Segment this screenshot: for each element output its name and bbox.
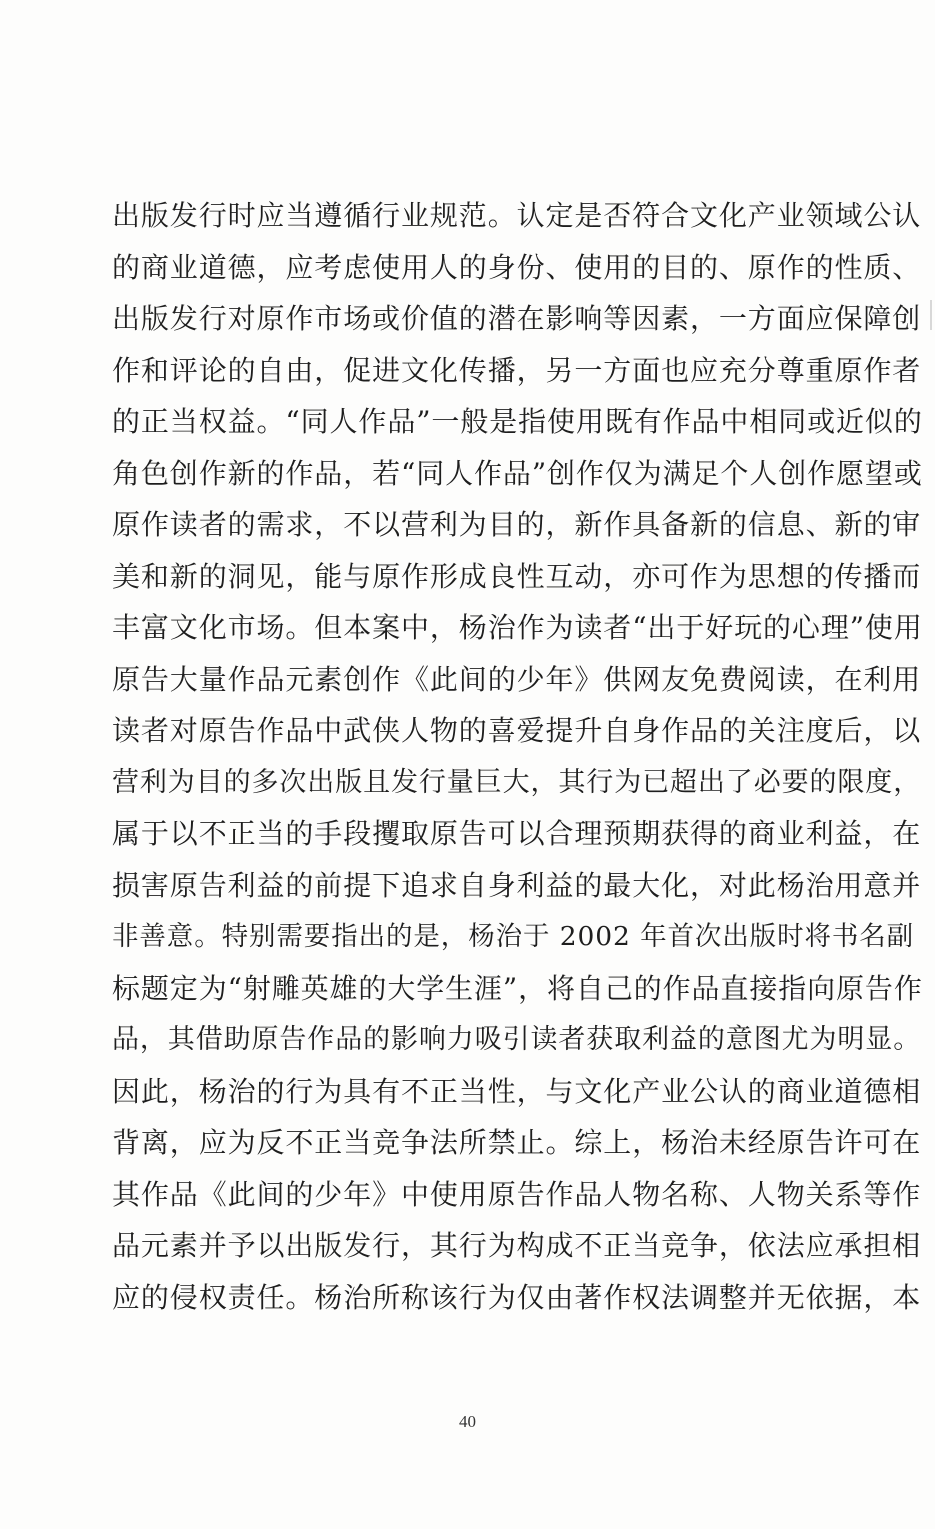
text-line-2: 的商业道德，应考虑使用人的身份、使用的目的、原作的性质、 <box>112 250 922 284</box>
text-line-3: 出版发行对原作市场或价值的潜在影响等因素，一方面应保障创 <box>112 302 922 335</box>
text-line-17: 品，其借助原告作品的影响力吸引读者获取利益的意图尤为明显。 <box>112 1024 922 1055</box>
text-line-10: 原告大量作品元素创作《此间的少年》供网友免费阅读，在利用 <box>112 662 922 696</box>
text-line-15: 非善意。特别需要指出的是，杨治于 2002 年首次出版时将书名副 <box>112 921 915 952</box>
text-line-19: 背离，应为反不正当竞争法所禁止。综上，杨治未经原告许可在 <box>112 1126 922 1159</box>
text-line-1: 出版发行时应当遵循行业规范。认定是否符合文化产业领域公认 <box>112 199 922 232</box>
body-paragraph <box>112 190 924 1323</box>
text-line-14: 损害原告利益的前提下追求自身利益的最大化，对此杨治用意并 <box>112 868 922 902</box>
text-line-6: 角色创作新的作品，若“同人作品”创作仅为满足个人创作愿望或 <box>112 456 923 490</box>
text-line-18: 因此，杨治的行为具有不正当性，与文化产业公认的商业道德相 <box>112 1074 922 1108</box>
text-line-9: 丰富文化市场。但本案中，杨治作为读者“出于好玩的心理”使用 <box>112 611 923 644</box>
text-line-16: 标题定为“射雕英雄的大学生涯”，将自己的作品直接指向原告作 <box>112 971 923 1005</box>
scan-edge-mark <box>930 300 932 330</box>
text-line-5: 的正当权益。“同人作品”一般是指使用既有作品中相同或近似的 <box>112 405 923 438</box>
text-line-20: 其作品《此间的少年》中使用原告作品人物名称、人物关系等作 <box>112 1177 922 1211</box>
page-number: 40 <box>459 1412 476 1431</box>
text-line-11: 读者对原告作品中武侠人物的喜爱提升自身作品的关注度后，以 <box>112 714 922 747</box>
text-line-21: 品元素并予以出版发行，其行为构成不正当竞争，依法应承担相 <box>112 1229 922 1262</box>
text-line-7: 原作读者的需求，不以营利为目的，新作具备新的信息、新的审 <box>112 508 922 541</box>
text-line-12: 营利为目的多次出版且发行量巨大，其行为已超出了必要的限度， <box>112 766 922 798</box>
text-line-13: 属于以不正当的手段攫取原告可以合理预期获得的商业利益，在 <box>112 817 922 850</box>
text-line-22: 应的侵权责任。杨治所称该行为仅由著作权法调整并无依据，本 <box>112 1280 922 1314</box>
text-line-8: 美和新的洞见，能与原作形成良性互动，亦可作为思想的传播而 <box>112 559 922 593</box>
text-line-4: 作和评论的自由，促进文化传播，另一方面也应充分尊重原作者 <box>112 353 922 387</box>
